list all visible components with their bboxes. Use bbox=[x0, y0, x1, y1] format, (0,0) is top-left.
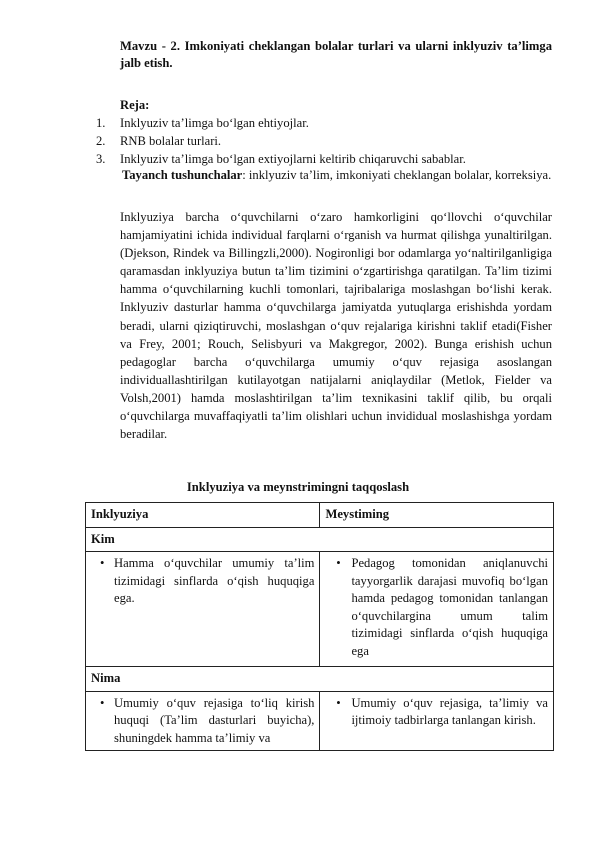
plan-item bbox=[96, 114, 466, 132]
table-title: Inklyuziya va meynstrimingni taqqoslash bbox=[186, 480, 410, 494]
plan-item-number: 3. bbox=[96, 152, 106, 166]
table-row bbox=[86, 691, 554, 751]
comparison-table bbox=[85, 502, 554, 751]
header-inklyuziya: Inklyuziya bbox=[86, 503, 320, 528]
table-cell-right bbox=[320, 552, 554, 667]
bullet-icon: • bbox=[100, 695, 105, 710]
lesson-title: Mavzu - 2. Imkoniyati cheklangan bolalar turlari va ularni inklyuziv ta’limga jalb etish. bbox=[120, 39, 552, 70]
plan-list bbox=[96, 114, 466, 168]
plan-item-text: Inklyuziv ta’limga bo‘lgan extiyojlarni keltirib chiqaruvchi sabablar. bbox=[120, 152, 466, 166]
table-section-row bbox=[86, 527, 554, 552]
table-header-row bbox=[86, 503, 554, 528]
key-terms-label: Tayanch tushunchalar bbox=[122, 168, 243, 182]
plan-item-number: 2. bbox=[96, 134, 106, 148]
section-label: Kim bbox=[86, 527, 554, 552]
bullet-icon: • bbox=[336, 695, 341, 710]
cell-text: Hamma o‘quvchilar umumiy ta’lim tizimidagi sinflarda o‘qish huquqiga ega. bbox=[114, 556, 315, 605]
plan-item-text: RNB bolalar turlari. bbox=[120, 134, 222, 148]
cell-text: Umumiy o‘quv rejasiga to‘liq kirish huquqi (Ta’lim dasturlari buyicha), shuningdek hamma ta’limiy va bbox=[114, 695, 315, 745]
bullet-icon: • bbox=[100, 556, 105, 570]
header-meystiming: Meystiming bbox=[320, 503, 554, 528]
table-cell-left bbox=[86, 691, 320, 751]
section-label: Nima bbox=[86, 667, 554, 692]
table-section-row bbox=[86, 667, 554, 692]
table-cell-right bbox=[320, 691, 554, 751]
table-row bbox=[86, 552, 554, 667]
key-terms bbox=[86, 166, 554, 184]
key-terms-text: : inklyuziv ta’lim, imkoniyati cheklangan bolalar, korreksiya. bbox=[242, 168, 552, 182]
body-paragraph: Inklyuziya barcha o‘quvchilarni o‘zaro hamkorligini qo‘llovchi o‘quvchilar hamjamiyatini ichida individual farqlarni o‘rganish va hurmat qilishga yunaltirilgan. (Djekson, Rindek va Billingzli,2000). Nogironligi bor odamlarga yo‘naltirilganligiga qaramasdan inklyuziya butun ta’lim tizimini o‘zgartirishga qaratilgan. Ta’lim tizimi hamma o‘quvchilarning kuchli tomonlari, tajribalariga moslashgan bo‘lishi kerak. Inklyuziv dasturlar hamma o‘quvchilarga jamiyatda yutuqlarga erishishda yordam beradi, ularni qiziqtiruvchi, moslashgan o‘quv rejalariga kirishni taklif etadi(Fisher va Frey, 2001; Rouch, Selisbyuri va Makgregor, 2002). Bunga erishish uchun pedagoglar barcha o‘quvchilarga umumiy o‘quv rejasiga asoslangan individuallashtirilgan kutilayotgan natijalarni aniqlaydilar (Metlok, Fielder va Volsh,2001) hamda moslashtirilgan ta’lim texnikasini taklif qilib, bu orqali o‘quvchilarga muvaffaqiyatli ta’lim olishlari uchun invididual moslashishga yordam beradilar. bbox=[120, 210, 552, 442]
cell-text: Pedagog tomonidan aniqlanuvchi tayyorgarlik darajasi muvofiq bo‘lgan hamda pedagog tomonidan tanlangan o‘quvchilargina umum talim tizimidagi sinflarda o‘qish huquqiga ega bbox=[351, 556, 548, 658]
table-cell-left bbox=[86, 552, 320, 667]
plan-item-number: 1. bbox=[96, 116, 106, 130]
cell-text: Umumiy o‘quv rejasiga, ta’limiy va ijtimoiy tadbirlarga tanlangan kirish. bbox=[351, 695, 548, 727]
plan-item-text: Inklyuziv ta’limga bo‘lgan ehtiyojlar. bbox=[120, 116, 309, 130]
plan-item bbox=[96, 132, 466, 150]
bullet-icon: • bbox=[336, 556, 341, 570]
plan-heading: Reja: bbox=[120, 98, 150, 112]
